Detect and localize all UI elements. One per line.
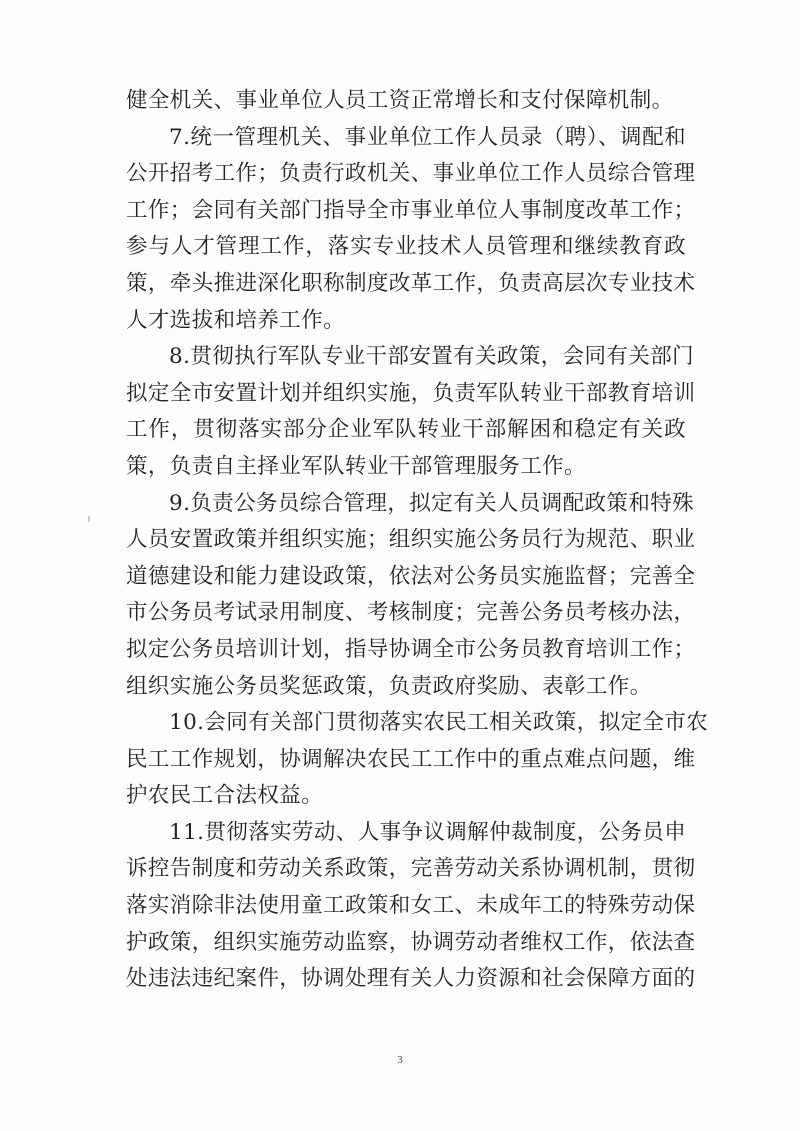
text-line: 诉控告制度和劳动关系政策，完善劳动关系协调机制，贯彻 — [126, 856, 696, 882]
text-line: 工作，贯彻落实部分企业军队转业干部解困和稳定有关政 — [126, 417, 686, 443]
text-line: 拟定公务员培训计划，指导协调全市公务员教育培训工作； — [126, 636, 696, 662]
text-line: 市公务员考试录用制度、考核制度；完善公务员考核办法， — [126, 600, 696, 626]
text-line: 工作；会同有关部门指导全市事业单位人事制度改革工作； — [126, 197, 696, 223]
text-line: 落实消除非法使用童工政策和女工、未成年工的特殊劳动保 — [126, 893, 696, 919]
text-line: 人才选拔和培养工作。 — [126, 307, 346, 333]
text-line: 7.统一管理机关、事业单位工作人员录（聘）、调配和 — [169, 124, 686, 150]
text-line: 10.会同有关部门贯彻落实农民工相关政策，拟定全市农 — [169, 710, 709, 736]
text-line: 道德建设和能力建设政策，依法对公务员实施监督；完善全 — [126, 563, 696, 589]
text-line: 策，负责自主择业军队转业干部管理服务工作。 — [126, 453, 586, 479]
paragraph — [126, 486, 696, 706]
scan-speck — [88, 516, 90, 522]
text-line: 人员安置政策并组织实施；组织实施公务员行为规范、职业 — [126, 527, 696, 553]
paragraph — [126, 339, 696, 485]
text-line: 护农民工合法权益。 — [126, 783, 324, 809]
text-line: 8.贯彻执行军队专业干部安置有关政策，会同有关部门 — [169, 344, 695, 370]
paragraph — [126, 83, 686, 120]
paragraph — [126, 120, 696, 340]
text-line: 9.负责公务员综合管理，拟定有关人员调配政策和特殊 — [169, 490, 695, 516]
text-line: 11.贯彻落实劳动、人事争议调解仲裁制度，公务员申 — [169, 819, 687, 845]
text-line: 健全机关、事业单位人员工资正常增长和支付保障机制。 — [126, 88, 674, 113]
text-line: 护政策，组织实施劳动监察，协调劳动者维权工作，依法查 — [126, 929, 696, 955]
text-line: 民工工作规划，协调解决农民工工作中的重点难点问题，维 — [126, 746, 696, 772]
text-line: 拟定全市安置计划并组织实施，负责军队转业干部教育培训 — [126, 380, 696, 406]
document-body — [126, 83, 709, 998]
text-line: 参与人才管理工作，落实专业技术人员管理和继续教育政 — [126, 234, 686, 260]
text-line: 公开招考工作；负责行政机关、事业单位工作人员综合管理 — [126, 161, 696, 187]
paragraph — [126, 815, 696, 998]
text-line: 处违法违纪案件，协调处理有关人力资源和社会保障方面的 — [126, 966, 696, 992]
paragraph — [126, 705, 709, 815]
text-line: 组织实施公务员奖惩政策，负责政府奖励、表彰工作。 — [126, 673, 652, 699]
page-number: 3 — [397, 1054, 403, 1066]
text-line: 策，牵头推进深化职称制度改革工作，负责高层次专业技术 — [126, 270, 696, 296]
